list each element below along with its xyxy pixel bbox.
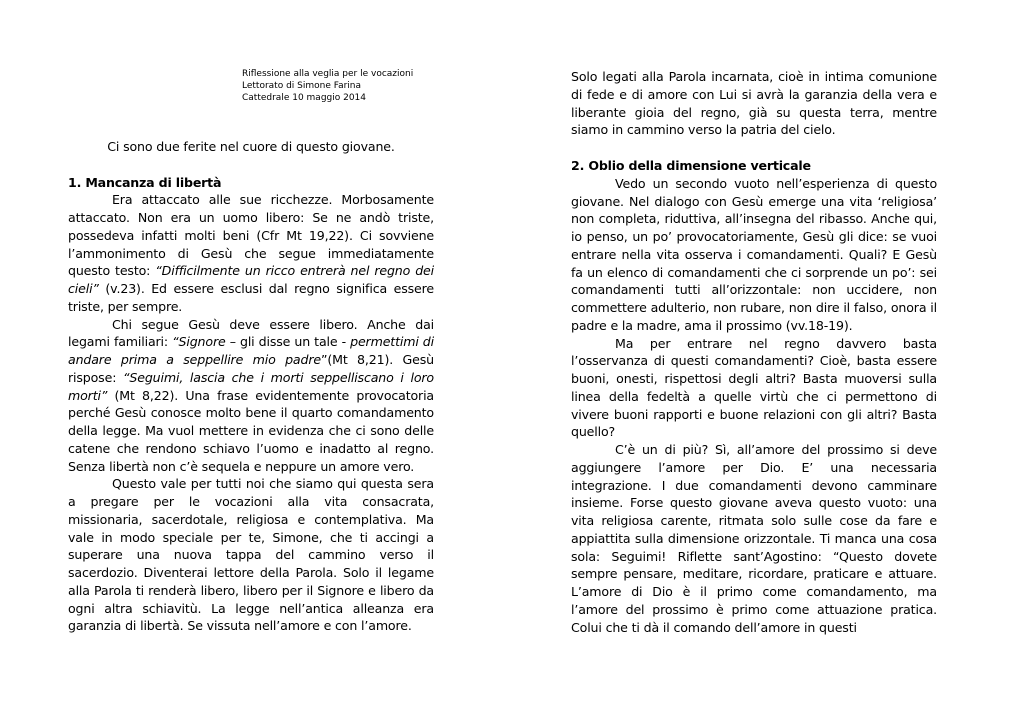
paragraph-2-quote-1: “Signore: [172, 334, 226, 350]
intro-sentence: Ci sono due ferite nel cuore di questo giovane.: [107, 139, 395, 154]
document-header: [242, 68, 413, 104]
left-column: [68, 138, 434, 635]
header-line-3: Cattedrale 10 maggio 2014: [242, 93, 367, 103]
right-column: [571, 68, 937, 636]
paragraph-1-text-b: (v.23). Ed essere esclusi dal regno significa essere triste, per sempre.: [68, 281, 434, 314]
section-2-title: 2. Oblio della dimensione verticale: [571, 158, 811, 173]
paragraph-3: Questo vale per tutti noi che siamo qui questa sera a pregare per le vocazioni alla vita consacrata, missionaria, sacerdotale, religiosa e contemplativa. Ma vale in modo speciale per te, Simone, che ti accingi a superare una nuova tappa del cammino verso il sacerdozio. Diventerai lettore della Parola. Solo il legame alla Parola ti renderà libero, libero per il Signore e libero da ogni altra schiavitù. La legge nell’antica alleanza era garanzia di libertà. Se vissuta nell’amore e con l’amore.: [68, 476, 434, 634]
right-paragraph-3: C’è un di più? Sì, all’amore del prossimo si deve aggiungere l’amore per Dio. E’ una necessaria integrazione. I due comandamenti devono camminare insieme. Forse questo giovane aveva questo vuoto: una vita religiosa carente, ritmata solo sulle cose da fare e appiattita sulla dimensione orizzontale. Ti manca una cosa sola: Seguimi! Riflette sant’Agostino: “Questo dovete sempre pensare, meditare, ricordare, praticare e attuare. L’amore di Dio è il primo come comandamento, ma l’amore del prossimo è primo come attuazione pratica. Colui che ti dà il comando dell’amore in questi: [571, 442, 937, 635]
right-paragraph-1: Vedo un secondo vuoto nell’esperienza di questo giovane. Nel dialogo con Gesù emerge una vita ‘religiosa’ non completa, riduttiva, all’insegna del ribasso. Anche qui, io penso, un po’ provocatoriamente, Gesù gli dice: se vuoi entrare nella vita osserva i comandamenti. Quali? E Gesù fa un elenco di comandamenti che ci sorprende un po’: sei comandamenti tutti all’orizzontale: non uccidere, non commettere adulterio, non rubare, non dire il falso, onora il padre e la madre, ama il prossimo (vv.18-19).: [571, 175, 937, 333]
paragraph-1-text-a: Era attaccato alle sue ricchezze. Morbosamente attaccato. Non era un uomo libero: Se ne andò triste, possedeva infatti molti beni (Cfr Mt 19,22). Ci sovviene l’ammonimento di Gesù che segue immediatamente questo testo:: [68, 192, 434, 279]
paragraph-2: [68, 316, 434, 476]
header-line-2: Lettorato di Simone Farina: [242, 81, 362, 91]
paragraph-2-text-a: Chi segue Gesù deve essere libero. Anche dai legami familiari:: [68, 316, 434, 350]
paragraph-2-text-d: (Mt 8,22). Una frase evidentemente provocatoria perché Gesù conosce molto bene il quarto comandamento della legge. Ma vuol mettere in evidenza che ci sono delle catene che rendono schiavo l’uomo e inadatto al regno. Senza libertà non c’è sequela e neppure un amore vero.: [68, 387, 434, 474]
header-line-1: Riflessione alla veglia per le vocazioni: [242, 69, 414, 79]
paragraph-1-quote: “Difficilmente un ricco entrerà nel regno dei cieli”: [68, 263, 434, 296]
paragraph-2-text-c: ”(Mt 8,21). Gesù rispose:: [68, 352, 434, 385]
right-paragraph-2: Ma per entrare nel regno davvero basta l’osservanza di questi comandamenti? Cioè, basta essere buoni, onesti, rispettosi degli altri? Basta muoversi sulla linea della fedeltà a quelle virtù che ci permettono di vivere buoni rapporti e buone relazioni con gli altri? Basta quello?: [571, 335, 937, 440]
right-paragraph-0: Solo legati alla Parola incarnata, cioè in intima comunione di fede e di amore con Lui si avrà la garanzia della vera e liberante gioia del regno, già su questa terra, mentre siamo in cammino verso la patria del cielo.: [571, 69, 937, 138]
paragraph-2-quote-2: permettimi di andare prima a seppellire mio padre: [68, 334, 435, 367]
paragraph-1: [68, 191, 434, 315]
paragraph-2-quote-3: “Seguimi, lascia che i morti seppelliscano i loro morti”: [68, 369, 434, 403]
section-1-title: 1. Mancanza di libertà: [68, 174, 222, 190]
paragraph-2-text-b: – gli disse un tale -: [225, 334, 351, 350]
